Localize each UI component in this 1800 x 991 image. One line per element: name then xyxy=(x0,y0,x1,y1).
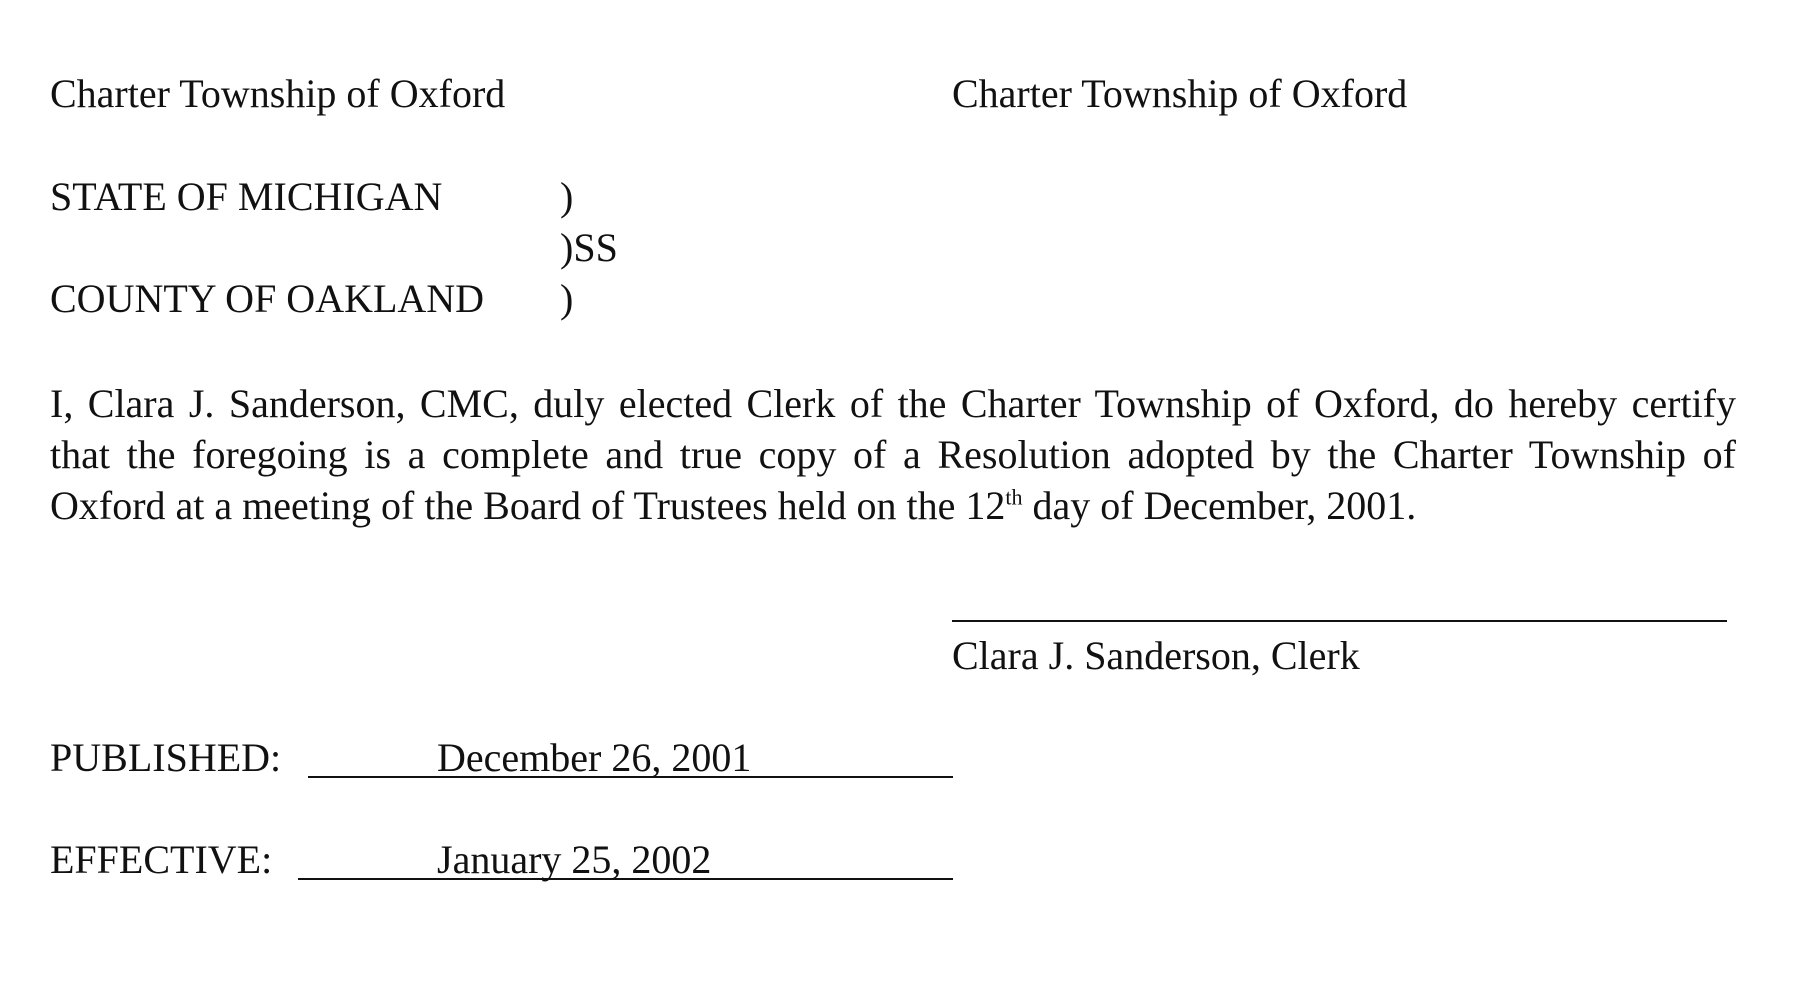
certification-line-3-start: Oxford at a meeting of the Board of Trustees held on the 12 xyxy=(50,483,1006,528)
certification-line-2: that the foregoing is a complete and true copy of a Resolution adopted by the Charter Township of xyxy=(50,432,1736,477)
venue-paren-ss: )SS xyxy=(560,225,618,270)
venue-paren-bottom: ) xyxy=(560,276,574,321)
venue-paren-top: ) xyxy=(560,174,574,219)
certification-line-1: I, Clara J. Sanderson, CMC, duly elected Clerk of the Charter Township of Oxford, do hereby certify xyxy=(50,381,1736,426)
published-date: December 26, 2001 xyxy=(437,735,752,780)
ordinal-suffix: th xyxy=(1005,484,1023,510)
certification-paragraph xyxy=(50,378,1736,531)
published-label: PUBLISHED: xyxy=(50,735,282,780)
certification-line-3-end: day of December, 2001. xyxy=(1022,483,1417,528)
venue-county: COUNTY OF OAKLAND xyxy=(50,276,485,321)
header-right-title: Charter Township of Oxford xyxy=(952,71,1408,116)
certification-line-3 xyxy=(50,480,1736,531)
effective-date: January 25, 2002 xyxy=(437,837,712,882)
effective-label: EFFECTIVE: xyxy=(50,837,273,882)
signature-line xyxy=(952,620,1727,622)
signature-name: Clara J. Sanderson, Clerk xyxy=(952,633,1360,678)
venue-state: STATE OF MICHIGAN xyxy=(50,174,443,219)
header-left-title: Charter Township of Oxford xyxy=(50,71,506,116)
